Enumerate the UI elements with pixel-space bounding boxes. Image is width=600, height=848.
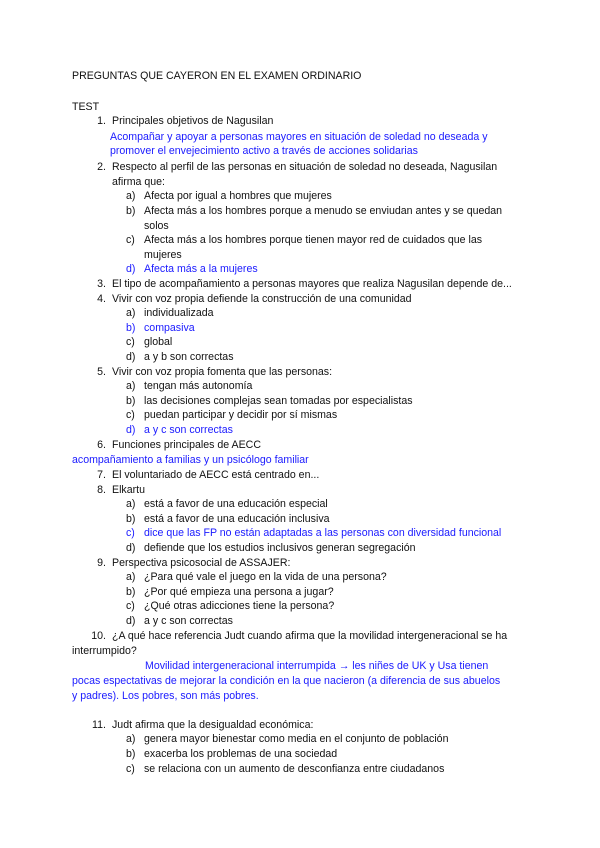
question-5: 5. Vivir con voz propia fomenta que las personas:	[97, 366, 333, 378]
answer-1-line1: Acompañar y apoyar a personas mayores en situación de soledad no deseada y	[110, 131, 488, 143]
option-11a: a) genera mayor bienestar como media en el conjunto de población	[126, 733, 449, 745]
question-4: 4. Vivir con voz propia defiende la construcción de una comunidad	[97, 293, 412, 305]
answer-6: acompañamiento a familias y un psicólogo familiar	[72, 454, 309, 466]
question-9: 9. Perspectiva psicosocial de ASSAJER:	[97, 557, 291, 569]
document-title: PREGUNTAS QUE CAYERON EN EL EXAMEN ORDINARIO	[72, 70, 362, 82]
option-5c: c) puedan participar y decidir por sí mismas	[126, 409, 338, 421]
question-7: 7. El voluntariado de AECC está centrado en...	[97, 469, 320, 481]
section-heading: TEST	[72, 101, 100, 113]
option-4a: a) individualizada	[126, 307, 214, 319]
answer-10-line3: y padres). Los pobres, son más pobres.	[72, 690, 259, 702]
option-8a: a) está a favor de una educación especial	[126, 498, 328, 510]
option-4c: c) global	[126, 336, 173, 348]
option-2d: d) Afecta más a la mujeres	[126, 263, 258, 275]
question-2-line2: afirma que:	[112, 176, 165, 188]
option-5b: b) las decisiones complejas sean tomadas por especialistas	[126, 395, 413, 407]
option-9c: c) ¿Qué otras adicciones tiene la persona?	[126, 600, 335, 612]
question-6: 6. Funciones principales de AECC	[97, 439, 261, 451]
option-5d: d) a y c son correctas	[126, 424, 233, 436]
option-2b: b) Afecta más a los hombres porque a menudo se enviudan antes y se quedan	[126, 205, 503, 217]
option-4b: b) compasiva	[126, 322, 195, 334]
option-2b-line2: solos	[144, 220, 169, 232]
question-10-line2: interrumpido?	[72, 645, 137, 657]
answer-10-line2: pocas espectativas de mejorar la condición en la que nacieron (a diferencia de sus abuelos	[72, 675, 501, 687]
option-2c: c) Afecta más a los hombres porque tienen mayor red de cuidados que las	[126, 234, 483, 246]
option-4d: d) a y b son correctas	[126, 351, 234, 363]
option-9b: b) ¿Por qué empieza una persona a jugar?	[126, 586, 334, 598]
question-8: 8. Elkartu	[97, 484, 145, 496]
question-10: 10. ¿A qué hace referencia Judt cuando afirma que la movilidad intergeneracional se ha	[91, 630, 508, 642]
question-11: 11. Judt afirma que la desigualdad económica:	[92, 719, 314, 731]
question-1: 1. Principales objetivos de Nagusilan	[97, 115, 274, 127]
option-8c: c) dice que las FP no están adaptadas a las personas con diversidad funcional	[126, 527, 502, 539]
answer-1-line2: promover el envejecimiento activo a través de acciones solidarias	[110, 145, 418, 157]
question-3: 3. El tipo de acompañamiento a personas mayores que realiza Nagusilan depende de...	[97, 278, 512, 290]
answer-10-line1: Movilidad intergeneracional interrumpida → les niñes de UK y Usa tienen	[145, 660, 489, 672]
question-2: 2. Respecto al perfil de las personas en situación de soledad no deseada, Nagusilan	[97, 161, 498, 173]
option-2c-line2: mujeres	[144, 249, 182, 261]
option-11b: b) exacerba los problemas de una sociedad	[126, 748, 338, 760]
option-8d: d) defiende que los estudios inclusivos generan segregación	[126, 542, 416, 554]
option-2a: a) Afecta por igual a hombres que mujeres	[126, 190, 332, 202]
option-9d: d) a y c son correctas	[126, 615, 233, 627]
option-5a: a) tengan más autonomía	[126, 380, 253, 392]
option-9a: a) ¿Para qué vale el juego en la vida de una persona?	[126, 571, 387, 583]
option-11c: c) se relaciona con un aumento de desconfianza entre ciudadanos	[126, 763, 445, 775]
option-8b: b) está a favor de una educación inclusiva	[126, 513, 330, 525]
